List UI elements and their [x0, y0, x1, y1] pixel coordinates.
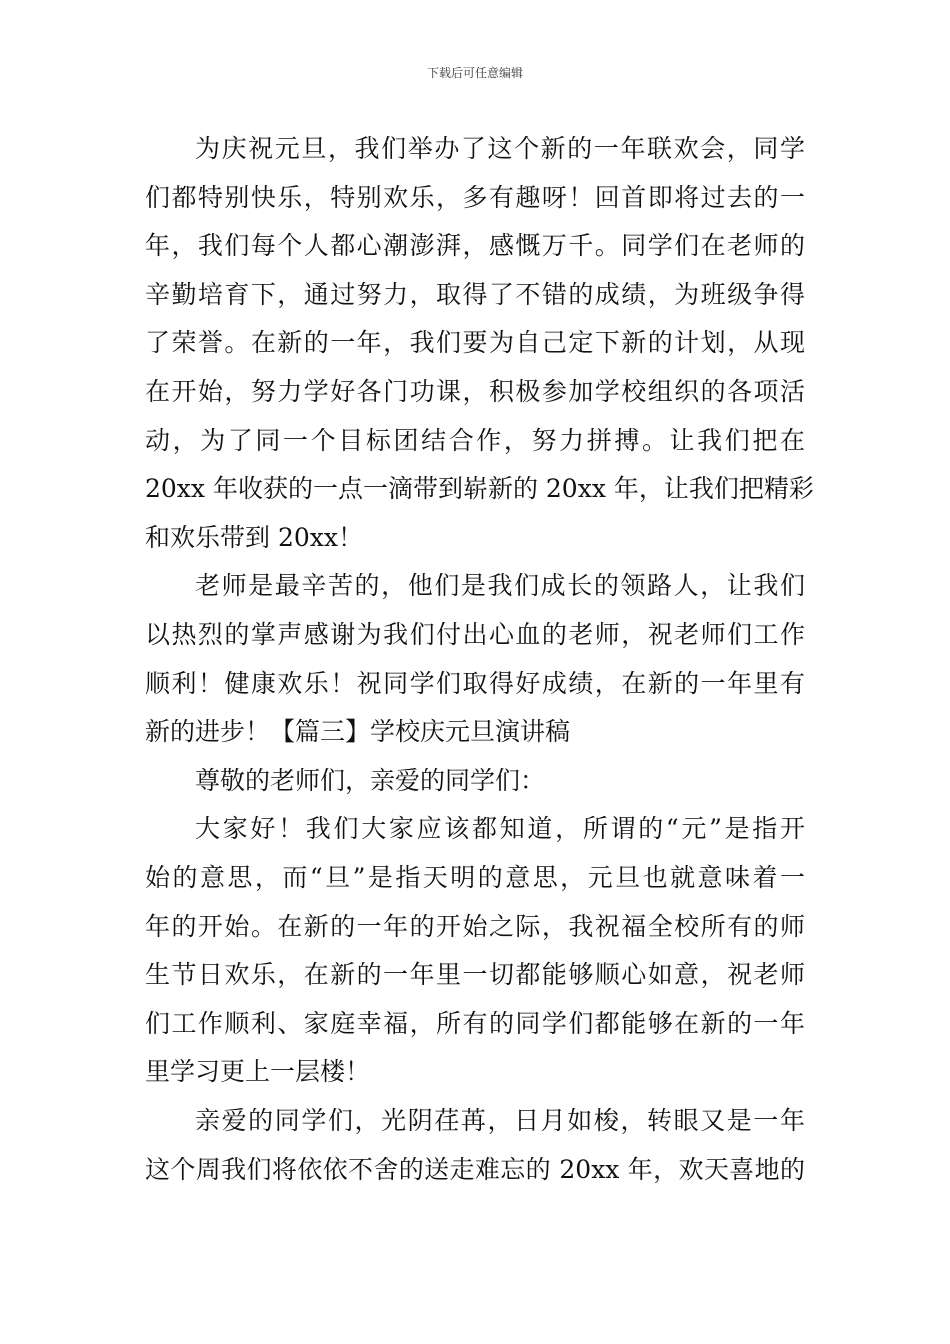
- text-line: 以热烈的掌声感谢为我们付出心血的老师，祝老师们工作: [145, 620, 805, 649]
- page-header: 下载后可任意编辑: [426, 66, 523, 80]
- text-line: 和欢乐带到 20xx！: [145, 522, 363, 552]
- text-line: 们都特别快乐，特别欢乐，多有趣呀！回首即将过去的一: [145, 182, 805, 212]
- text-line: 在开始，努力学好各门功课，积极参加学校组织的各项活: [145, 377, 805, 406]
- text-line: 亲爱的同学们，光阴荏苒，日月如梭，转眼又是一年: [195, 1106, 805, 1135]
- text-line: 里学习更上一层楼！: [145, 1057, 371, 1087]
- text-line: 大家好！我们大家应该都知道，所谓的“元”是指开: [195, 814, 805, 844]
- text-line: 动，为了同一个目标团结合作，努力拼搏。让我们把在: [145, 425, 805, 455]
- text-line: 了荣誉。在新的一年，我们要为自己定下新的计划，从现: [145, 328, 805, 358]
- text-line: 辛勤培育下，通过努力，取得了不错的成绩，为班级争得: [145, 279, 805, 309]
- text-line: 这个周我们将依依不舍的送走难忘的 20xx 年，欢天喜地的: [145, 1154, 805, 1184]
- text-line: 尊敬的老师们，亲爱的同学们：: [195, 765, 546, 795]
- text-line: 顺利！健康欢乐！祝同学们取得好成绩，在新的一年里有: [145, 668, 805, 698]
- text-line: 年，我们每个人都心潮澎湃，感慨万千。同学们在老师的: [145, 231, 805, 261]
- text-line: 新的进步！【篇三】学校庆元旦演讲稿: [145, 717, 571, 747]
- text-line: 老师是最辛苦的，他们是我们成长的领路人，让我们: [195, 571, 805, 601]
- text-line: 20xx 年收获的一点一滴带到崭新的 20xx 年，让我们把精彩: [145, 474, 814, 504]
- text-line: 为庆祝元旦，我们举办了这个新的一年联欢会，同学: [195, 134, 805, 163]
- text-line: 年的开始。在新的一年的开始之际，我祝福全校所有的师: [145, 911, 805, 941]
- text-line: 生节日欢乐，在新的一年里一切都能够顺心如意，祝老师: [145, 960, 805, 990]
- text-line: 们工作顺利、家庭幸福，所有的同学们都能够在新的一年: [145, 1008, 805, 1038]
- text-line: 始的意思，而“旦”是指天明的意思，元旦也就意味着一: [145, 863, 805, 892]
